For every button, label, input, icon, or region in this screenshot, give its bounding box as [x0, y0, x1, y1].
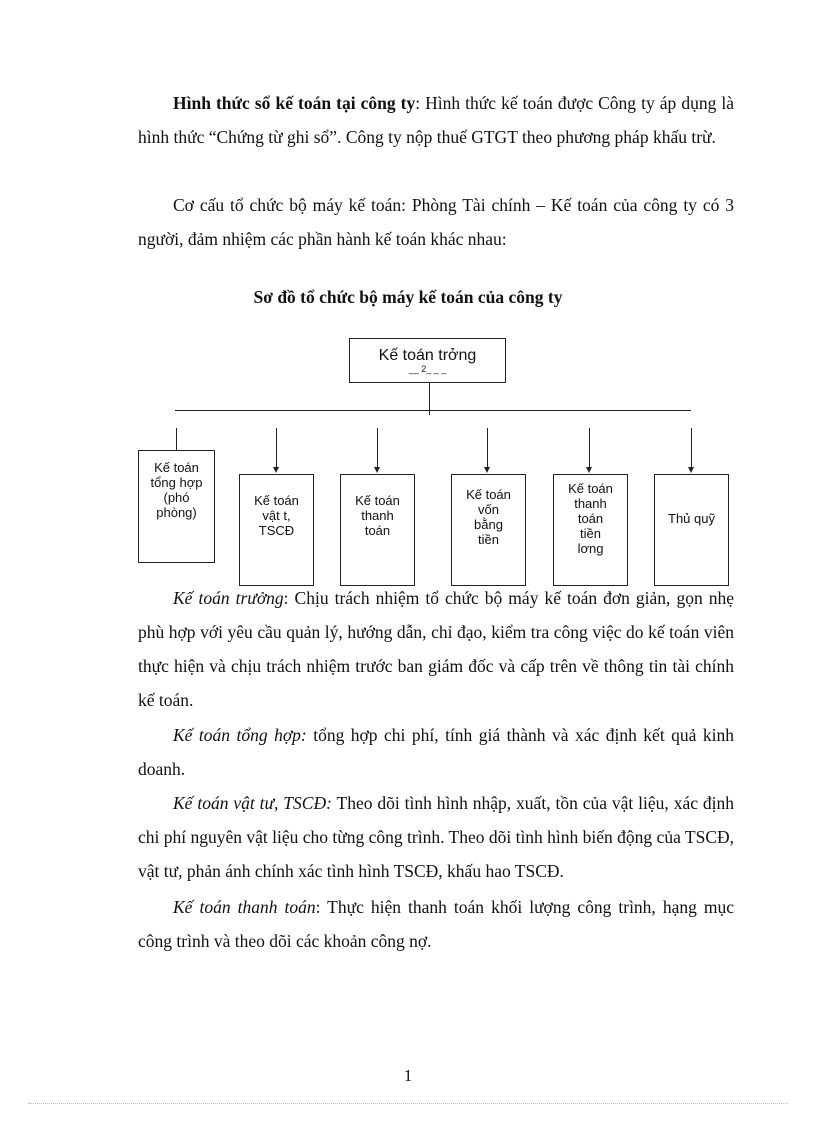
box-label: vật t, — [262, 508, 291, 523]
box-payroll-accountant — [553, 474, 628, 586]
paragraph-text: Cơ cấu tổ chức bộ máy kế toán: Phòng Tài chính – Kế toán của công ty có 3 người, đảm nhiệm các phần hành kế toán khác nhau: — [138, 195, 734, 249]
heading-accounting-form: Hình thức sổ kế toán tại công ty — [173, 93, 416, 113]
paragraph-payment-accountant — [138, 890, 734, 958]
box-label: TSCĐ — [258, 523, 295, 538]
box-label: toán — [364, 523, 391, 538]
box-label: thanh — [574, 496, 607, 511]
box-label: Kế toán — [355, 493, 400, 508]
box-label: Kế toán — [466, 487, 511, 502]
arrow-icon — [273, 467, 279, 473]
box-cash-accountant — [451, 474, 526, 586]
box-label: vốn — [478, 502, 499, 517]
box-chief-accountant — [349, 338, 506, 383]
arrow-icon — [484, 467, 490, 473]
box-general-accountant — [138, 450, 215, 563]
diagram-title: Sơ đồ tổ chức bộ máy kế toán của công ty — [253, 287, 563, 307]
arrow-icon — [374, 467, 380, 473]
arrow-icon — [688, 467, 694, 473]
box-label: tổng hợp — [150, 475, 203, 490]
box-payment-accountant — [340, 474, 415, 586]
box-label: Kế toán — [254, 493, 299, 508]
paragraph-chief-accountant — [138, 581, 734, 717]
box-label: Kế toán — [154, 460, 199, 475]
connector-branch — [589, 428, 590, 468]
box-treasurer — [654, 474, 729, 586]
box-materials-accountant — [239, 474, 314, 586]
paragraph-text: : Chịu trách nhiệm tổ chức bộ máy kế toán đơn giản, gọn nhẹ phù hợp với yêu cầu quản lý, hướng dẫn, chỉ đạo, kiểm tra công việc do kế toán viên thực hiện và chịu trách nhiệm trước ban giám đốc và cấp trên về thông tin tài chính kế toán. — [138, 588, 735, 710]
box-label: (phó — [163, 490, 190, 505]
connector-horizontal — [175, 410, 691, 411]
connector-branch — [487, 428, 488, 468]
connector-branch — [691, 428, 692, 468]
paragraph-text: : Hình thức kế toán được Công ty áp dụng là hình thức “Chứng từ ghi sổ”. Công ty nộp thuế GTGT theo phương pháp khấu trừ. — [138, 93, 734, 147]
paragraph-lead: Kế toán tổng hợp: — [173, 725, 307, 745]
paragraph-general-accountant — [138, 718, 734, 786]
paragraph-text: : Thực hiện thanh toán khối lượng công trình, hạng mục công trình và theo dõi các khoản công nợ. — [138, 897, 734, 951]
paragraph-lead: Kế toán thanh toán — [173, 897, 316, 917]
box-label: Kế toán — [568, 481, 613, 496]
paragraph-accounting-form — [138, 86, 734, 154]
box-label: toán — [577, 511, 604, 526]
paragraph-lead: Kế toán trưởng — [173, 588, 284, 608]
box-label: tiền — [580, 526, 601, 541]
connector-branch — [276, 428, 277, 468]
box-label: phòng) — [156, 505, 197, 520]
box-label: bằng — [474, 517, 503, 532]
box-label: Kế toán trởng — [378, 347, 477, 364]
connector-branch — [377, 428, 378, 468]
paragraph-text: Theo dõi tình hình nhập, xuất, tồn của vật liệu, xác định chi phí nguyên vật liệu cho từng công trình. Theo dõi tình hình biến động của TSCĐ, vật tư, phản ánh chính xác tình hình TSCĐ, khấu hao TSCĐ. — [138, 793, 734, 881]
box-label: thanh — [361, 508, 394, 523]
box-label-sub: __ 2_ _ _ — [408, 364, 447, 374]
paragraph-lead: Kế toán vật tư, TSCĐ: — [173, 793, 332, 813]
box-label: lơng — [577, 541, 604, 556]
paragraph-materials-accountant — [138, 786, 734, 888]
arrow-icon — [586, 467, 592, 473]
paragraph-structure — [138, 188, 734, 256]
page-number: 1 — [403, 1066, 413, 1085]
footer-divider — [28, 1103, 788, 1104]
box-label: Thủ quỹ — [668, 511, 715, 526]
box-label: tiền — [478, 532, 499, 547]
paragraph-text: tổng hợp chi phí, tính giá thành và xác định kết quả kinh doanh. — [138, 725, 734, 779]
